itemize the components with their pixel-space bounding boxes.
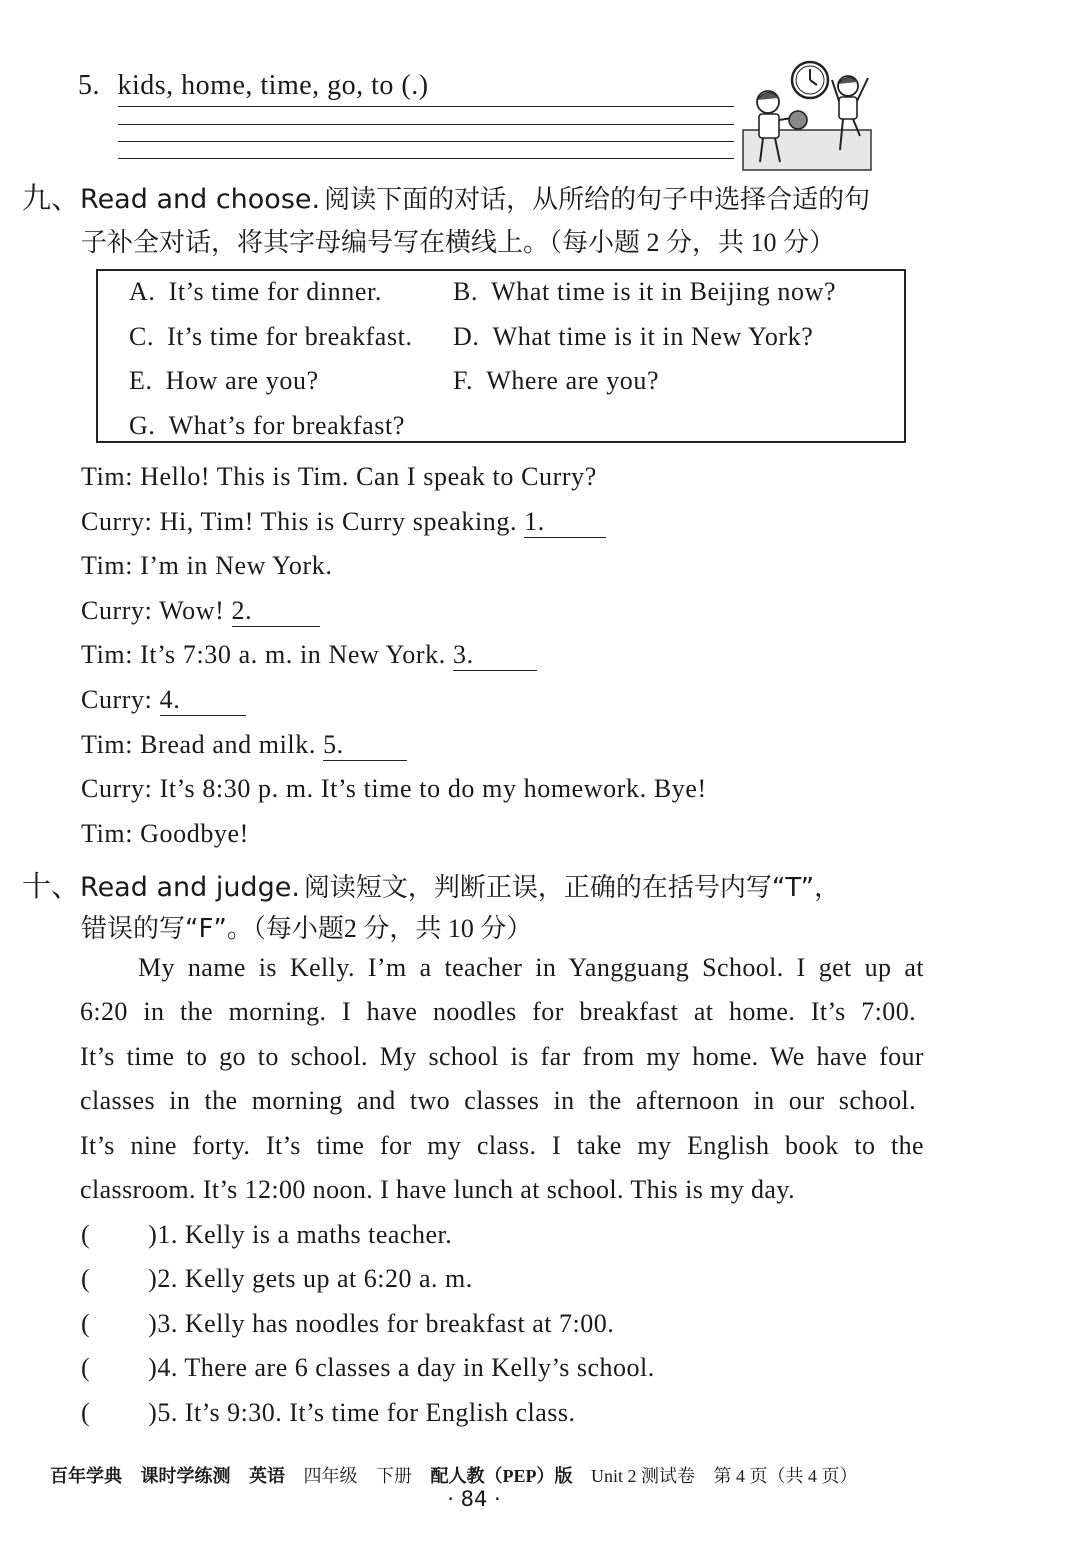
line-text: It’s 8:30 p. m. It’s time to do my homework. Bye!: [159, 774, 707, 803]
option-e: [129, 366, 319, 396]
page-footer: [50, 1462, 872, 1488]
option-b: [453, 277, 836, 307]
option-g: [129, 411, 405, 441]
option-letter: F.: [453, 366, 474, 395]
judge-item-3: [81, 1309, 614, 1339]
blank-5[interactable]: 5.: [323, 730, 407, 761]
section-10-points: （每小题2 分，共 10 分）: [252, 914, 533, 943]
option-f: [453, 366, 659, 396]
item-text: There are 6 classes a day in Kelly’s school.: [184, 1353, 655, 1382]
question-5-words: kids, home, time, go, to (.): [117, 70, 429, 101]
option-text: What’s for breakfast?: [168, 411, 405, 440]
line-text: Hi, Tim! This is Curry speaking.: [159, 507, 518, 536]
open-paren: (: [81, 1398, 91, 1427]
dialogue-line-8: [81, 774, 707, 804]
speaker: Tim:: [81, 819, 134, 848]
open-paren: (: [81, 1264, 91, 1293]
item-number: )5.: [148, 1398, 178, 1427]
dialogue-line-9: [81, 819, 249, 849]
option-letter: C.: [129, 322, 155, 351]
blank-1[interactable]: 1.: [524, 507, 606, 538]
line-text: Goodbye!: [140, 819, 249, 848]
option-letter: E.: [129, 366, 153, 395]
dialogue-line-2: [81, 507, 606, 538]
footer-grade: 四年级: [303, 1466, 358, 1486]
item-text: Kelly has noodles for breakfast at 7:00.: [184, 1309, 615, 1338]
line-text: I’m in New York.: [140, 551, 333, 580]
option-text: What time is it in New York?: [492, 322, 814, 351]
speaker: Tim:: [81, 640, 134, 669]
dialogue-line-7: [81, 730, 407, 761]
blank-2[interactable]: 2.: [232, 596, 320, 627]
dialogue-line-5: [81, 640, 537, 671]
passage-line-4: classes in the morning and two classes in the afternoon in our school.: [80, 1086, 916, 1115]
section-9-points: （每小题 2 分，共 10 分）: [549, 228, 836, 257]
line-text: It’s 7:30 a. m. in New York.: [140, 640, 446, 669]
option-c: [129, 322, 413, 352]
option-text: Where are you?: [486, 366, 660, 395]
item-number: )3.: [148, 1309, 178, 1338]
question-5-number: 5.: [78, 70, 100, 101]
option-a: [129, 277, 382, 307]
dialogue-line-3: [81, 551, 332, 581]
option-text: How are you?: [165, 366, 319, 395]
blank-3[interactable]: 3.: [453, 640, 537, 671]
item-text: Kelly is a maths teacher.: [184, 1220, 453, 1249]
open-paren: (: [81, 1309, 91, 1338]
footer-brand: 百年学典: [50, 1466, 122, 1487]
section-9-instruction-2: 子补全对话，将其字母编号写在横线上。: [81, 228, 550, 258]
passage-line-2: 6:20 in the morning. I have noodles for breakfast at home. It’s 7:00.: [80, 997, 916, 1026]
option-letter: G.: [129, 411, 156, 440]
item-number: )4.: [148, 1353, 178, 1382]
speaker: Curry:: [81, 596, 153, 625]
speaker: Tim:: [81, 462, 134, 491]
speaker: Curry:: [81, 774, 153, 803]
passage-line-3: It’s time to go to school. My school is far from my home. We have four: [80, 1042, 924, 1071]
options-box: [96, 269, 906, 443]
footer-subject: 英语: [249, 1466, 285, 1486]
passage-line-6: classroom. It’s 12:00 noon. I have lunch at school. This is my day.: [80, 1175, 795, 1204]
open-paren: (: [81, 1220, 91, 1249]
item-text: It’s 9:30. It’s time for English class.: [184, 1398, 576, 1427]
section-10-instruction-2: 错误的写“F”。: [81, 914, 253, 944]
section-10-number: 十、: [22, 871, 81, 903]
item-number: )1.: [148, 1220, 178, 1249]
section-9-number: 九、: [22, 183, 81, 215]
section-9-heading-line2: [81, 222, 835, 259]
judge-item-2: [81, 1264, 473, 1294]
open-paren: (: [81, 1353, 91, 1382]
section-10-title: Read and judge.: [80, 872, 300, 903]
answer-line-4[interactable]: [118, 158, 734, 159]
section-9-title: Read and choose.: [80, 184, 321, 215]
page-number: · 84 ·: [447, 1487, 501, 1511]
option-text: It’s time for breakfast.: [167, 322, 413, 351]
line-text: Wow!: [159, 596, 225, 625]
line-text: Hello! This is Tim. Can I speak to Curry?: [140, 462, 597, 491]
section-9-heading: [22, 176, 870, 217]
speaker: Curry:: [81, 507, 153, 536]
footer-volume: 下册: [376, 1466, 412, 1486]
dialogue-line-1: [81, 462, 597, 492]
footer-series: 课时学练测: [140, 1466, 231, 1487]
kids-clock-icon: [740, 58, 876, 174]
answer-line-3[interactable]: [118, 141, 734, 142]
item-text: Kelly gets up at 6:20 a. m.: [184, 1264, 473, 1293]
option-text: It’s time for dinner.: [168, 277, 382, 306]
speaker: Tim:: [81, 730, 134, 759]
question-5: [78, 70, 429, 102]
answer-line-1[interactable]: [118, 106, 734, 107]
item-number: )2.: [148, 1264, 178, 1293]
section-9-instruction-1: 阅读下面的对话，从所给的句子中选择合适的句: [324, 185, 871, 215]
section-10-instruction-1: 阅读短文，判断正误，正确的在括号内写“T”，: [303, 873, 841, 903]
option-letter: A.: [129, 277, 156, 306]
footer-page-info: 第 4 页（共 4 页）: [713, 1466, 858, 1486]
judge-item-4: [81, 1353, 655, 1383]
blank-4[interactable]: 4.: [160, 685, 246, 716]
option-text: What time is it in Beijing now?: [491, 277, 837, 306]
speaker: Curry:: [81, 685, 153, 714]
option-d: [453, 322, 813, 352]
section-10-heading-line2: [81, 908, 532, 945]
line-text: Bread and milk.: [140, 730, 316, 759]
judge-item-5: [81, 1398, 576, 1428]
option-letter: D.: [453, 322, 480, 351]
passage-line-1: My name is Kelly. I’m a teacher in Yangguang School. I get up at: [138, 953, 924, 982]
footer-unit: Unit 2 测试卷: [591, 1466, 696, 1486]
speaker: Tim:: [81, 551, 134, 580]
answer-line-2[interactable]: [118, 124, 734, 125]
footer-edition: 配人教（PEP）版: [430, 1466, 573, 1486]
judge-item-1: [81, 1220, 452, 1250]
dialogue-line-6: [81, 685, 246, 716]
section-10-heading: [22, 864, 840, 905]
passage-line-5: It’s nine forty. It’s time for my class. I take my English book to the: [80, 1131, 924, 1160]
option-letter: B.: [453, 277, 479, 306]
dialogue-line-4: [81, 596, 320, 627]
